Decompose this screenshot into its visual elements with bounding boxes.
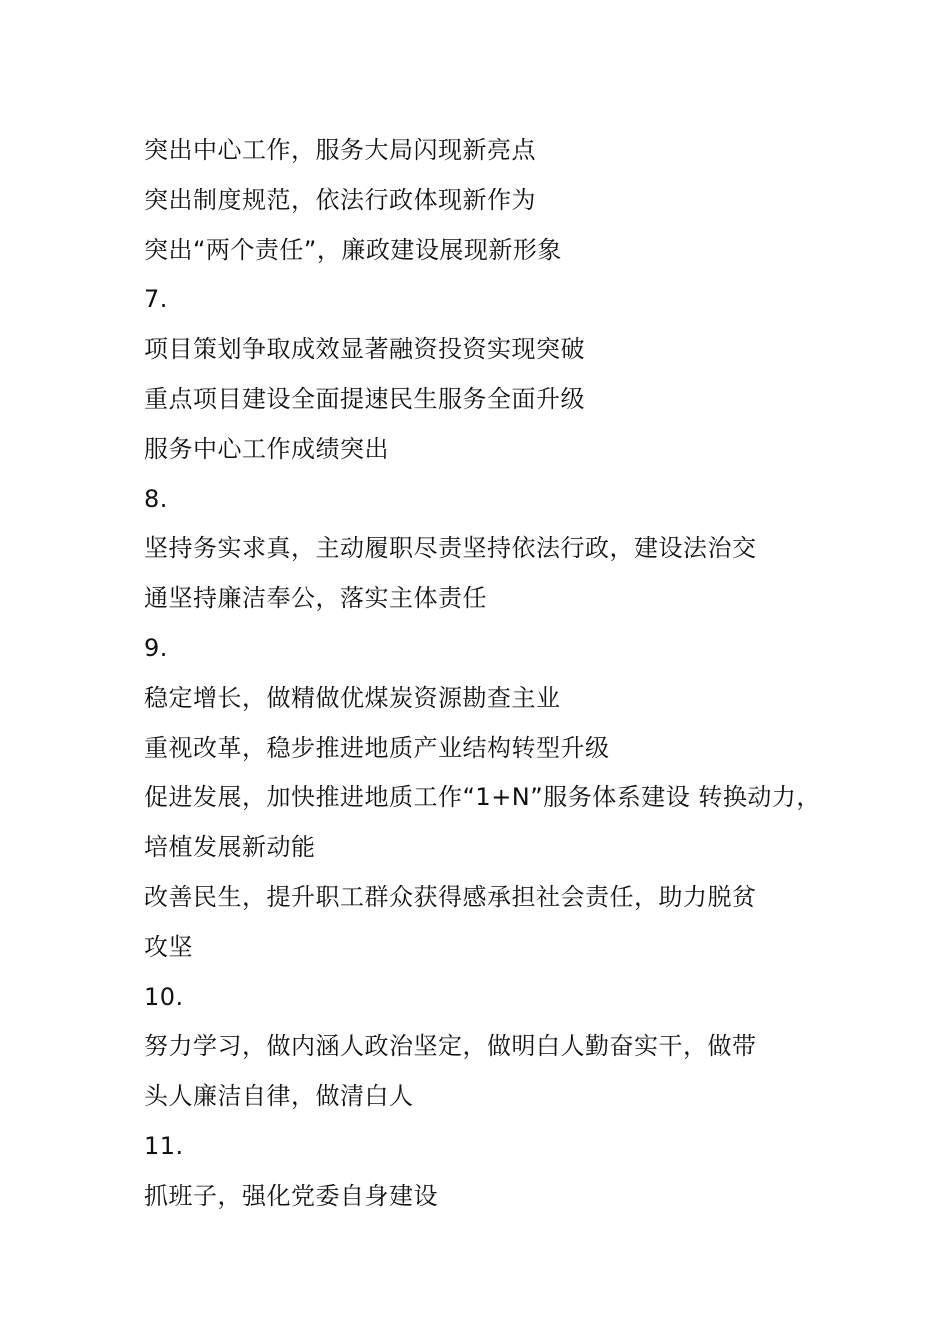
text-line: 重点项目建设全面提速民生服务全面升级 bbox=[144, 384, 585, 413]
text-line: 重视改革，稳步推进地质产业结构转型升级 bbox=[144, 733, 610, 762]
text-line: 项目策划争取成效显著融资投资实现突破 bbox=[144, 335, 585, 364]
section-number: 10. bbox=[144, 982, 184, 1011]
text-line: 抓班子，强化党委自身建设 bbox=[144, 1181, 438, 1210]
text-line: 突出中心工作，服务大局闪现新亮点 bbox=[144, 136, 536, 164]
text-line: 促进发展，加快推进地质工作“1+N”服务体系建设 转换动力， bbox=[144, 783, 821, 812]
text-line: 服务中心工作成绩突出 bbox=[144, 434, 389, 463]
document-body bbox=[144, 126, 844, 1222]
text-line: 通坚持廉洁奉公，落实主体责任 bbox=[144, 584, 487, 613]
text-line: 坚持务实求真，主动履职尽责坚持依法行政，建设法治交 bbox=[144, 534, 757, 563]
section-number: 11. bbox=[144, 1131, 184, 1160]
text-line: 攻坚 bbox=[144, 932, 193, 961]
text-line: 稳定增长，做精做优煤炭资源勘查主业 bbox=[144, 683, 561, 712]
text-line: 头人廉洁自律，做清白人 bbox=[144, 1082, 414, 1111]
text-line: 改善民生，提升职工群众获得感承担社会责任，助力脱贫 bbox=[144, 882, 757, 911]
text-line: 突出“两个责任”，廉政建设展现新形象 bbox=[144, 235, 562, 264]
section-number: 7. bbox=[144, 285, 168, 314]
section-number: 9. bbox=[144, 633, 168, 662]
text-line: 培植发展新动能 bbox=[144, 833, 316, 862]
text-line: 努力学习，做内涵人政治坚定，做明白人勤奋实干，做带 bbox=[144, 1032, 757, 1061]
section-number: 8. bbox=[144, 484, 168, 513]
text-line: 突出制度规范，依法行政体现新作为 bbox=[144, 185, 536, 214]
